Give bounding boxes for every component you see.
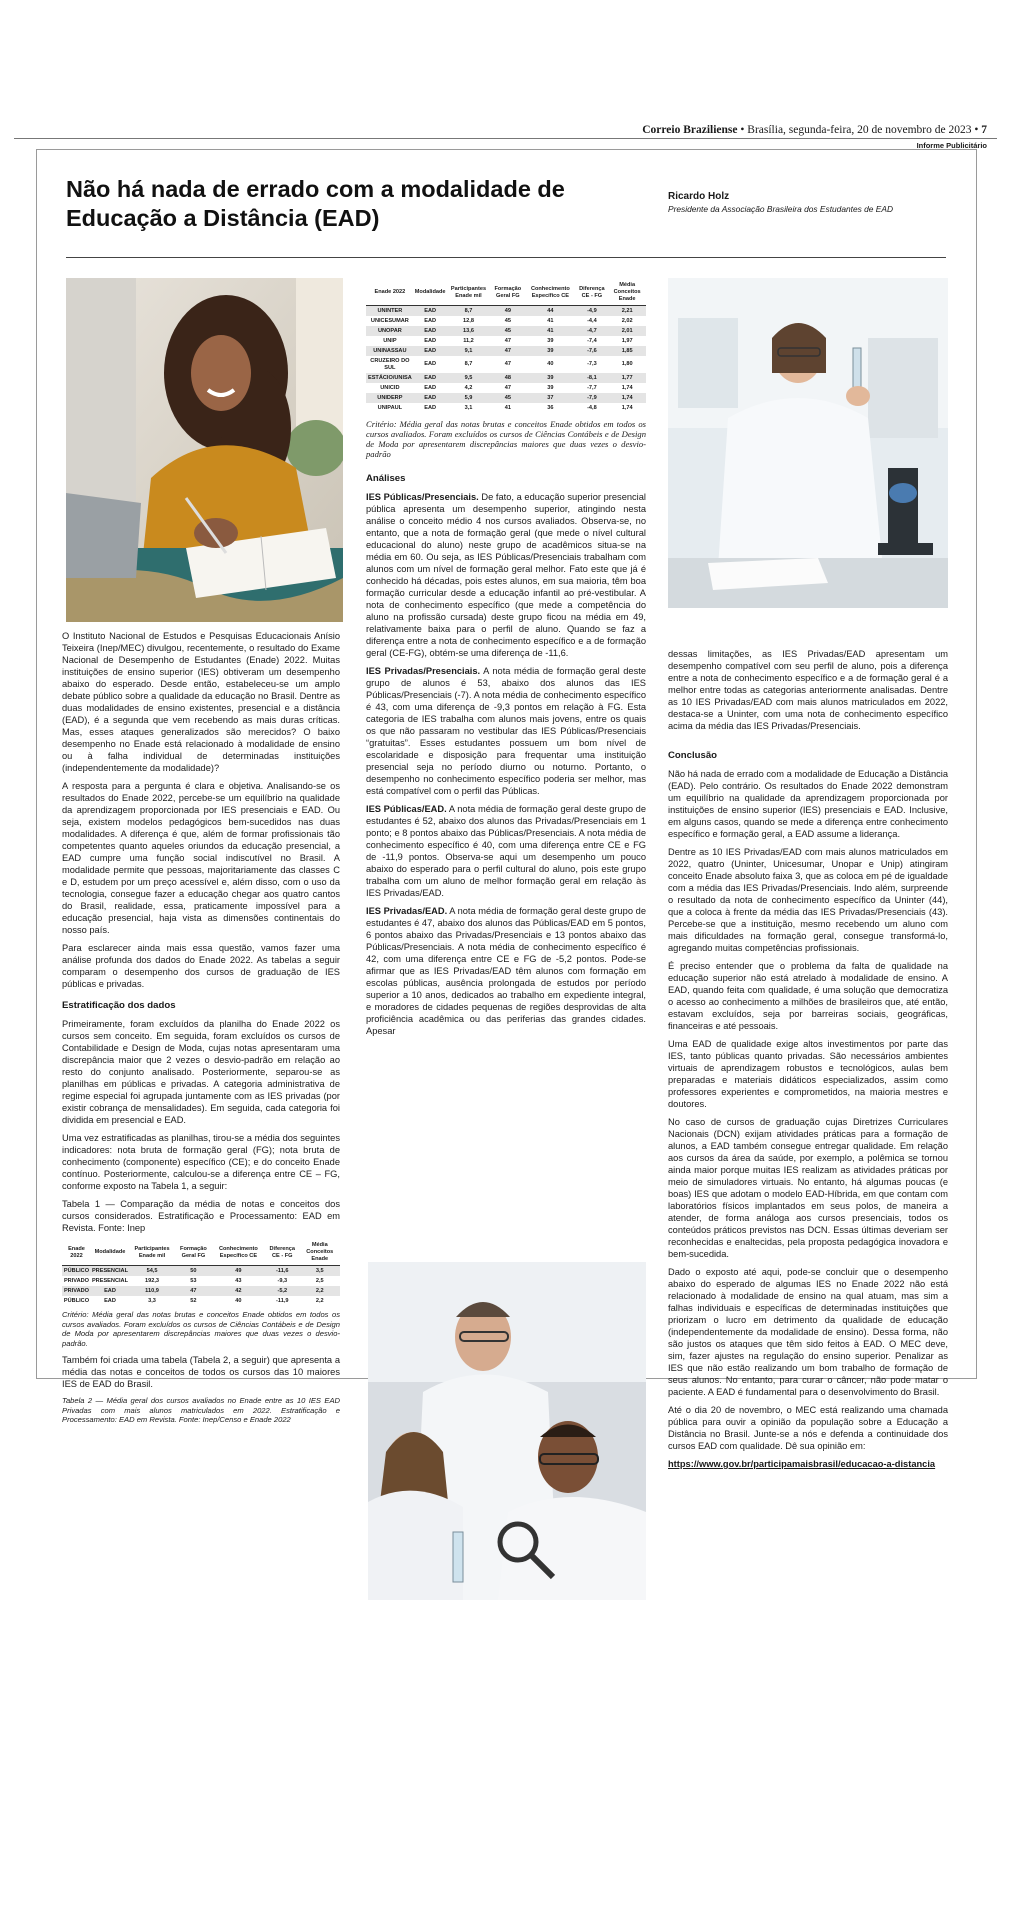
paragraph [366, 905, 646, 1037]
cell: 49 [212, 1266, 265, 1277]
lead-in: IES Privadas/EAD. [366, 906, 448, 916]
cell: 2,21 [608, 306, 646, 317]
cell: 2,01 [608, 326, 646, 336]
column-header: Participantes Enade mil [129, 1240, 175, 1266]
survey-link[interactable]: https://www.gov.br/participamaisbrasil/educacao-a-distancia [668, 1459, 936, 1469]
cell: 2,02 [621, 317, 633, 324]
column-3 [668, 648, 948, 1476]
column-header: Enade 2022 [366, 280, 414, 306]
cell: -7,6 [575, 346, 608, 356]
table-row [366, 393, 646, 403]
paragraph: Até o dia 20 de novembro, o MEC está realizando uma chamada pública para ouvir a opinião da população sobre a Educação a Distância no Brasil. Junte-se a nós e defenda a continuidade dos cursos EAD com qualidade. Dê sua opinião em: [668, 1405, 948, 1451]
table-row [366, 306, 646, 317]
table-row [366, 383, 646, 393]
cell: -5,2 [265, 1286, 300, 1296]
cell: 50 [175, 1266, 212, 1277]
table-row [366, 336, 646, 346]
cell: EAD [414, 346, 447, 356]
cell: 9,1 [447, 346, 491, 356]
paragraph: Uma EAD de qualidade exige altos investimentos por parte das IES, tanto públicas quanto privadas. São necessários ambientes virtuais de aprendizagem robustos e tecnológicos, aulas bem preparadas e materiais didáticos especializados, assim como professores experientes e comprometidos, na maioria mestres e doutores. [668, 1039, 948, 1109]
cell: 1,74 [608, 393, 646, 403]
paragraph: Para esclarecer ainda mais essa questão, vamos fazer uma análise profunda dos dados do Enade 2022. As tabelas a seguir comparam o desempenho dos cursos de graduação de IES públicas e privadas. [62, 943, 340, 989]
column-1 [62, 630, 340, 1431]
newspaper-name: Correio Braziliense [642, 124, 738, 136]
column-header: Modalidade [414, 280, 447, 306]
paragraph: dessas limitações, as IES Privadas/EAD apresentam um desempenho compatível com seu perfil de aluno, pois a diferença entre a nota de conhecimento específico e a de formação geral é a melhor entre todas as categorias anteriormente analisadas. Dentre as 10 IES Privadas/EAD com mais alunos matriculados em 2022, destaca-se a Uninter, com uma nota de conhecimento específico acima da média das IES Privadas/Presenciais. [668, 649, 948, 731]
cell: 12,8 [463, 317, 474, 324]
column-header: Conhecimento Específico CE [212, 1240, 265, 1266]
paragraph: O Instituto Nacional de Estudos e Pesquisas Educacionais Anísio Teixeira (Inep/MEC) divulgou, recentemente, o resultado do Exame Nacional de Desempenho de Estudantes (Enade) 2022. Muitas instituições de ensino superior (IES) obtiveram um desempenho abaixo do esperado. Desde então, estabeleceu-se um amplo debate público sobre a qualidade da educação no Brasil. Dentre as duas modalidades de ensino existentes, presencial e a distância (EAD), é a segunda que vem recebendo as mais duras críticas. Mas, esses ataques generalizados são merecidos? O baixo desempenho no Enade está relacionado à modalidade de ensino ou à falha individual de determinadas instituições (independentemente da modalidade)? [62, 631, 340, 773]
paragraph: Primeiramente, foram excluídos da planilha do Enade 2022 os cursos sem conceito. Em seguida, foram excluídos os cursos de Contabilidade e Design de Moda, cujas notas apresentaram uma discrepância maior que 2 vezes o desvio-padrão em relação ao resto do conjunto analisado. Posteriormente, separou-se as planilhas em públicas e privadas. A categoria administrativa de regime especial foi agrupada juntamente com as IES privadas (por existir cobrança de mensalidades). Em seguida, cada categoria foi dividida em presencial e EAD. [62, 1019, 340, 1125]
paragraph: Não há nada de errado com a modalidade de Educação a Distância (EAD). Pelo contrário. Os resultados do Enade 2022 demonstram um equilíbrio na qualidade da aprendizagem proporcionada por instituições de ensino superior (IES) presenciais e EAD. Inclusive, em alguns casos, quando se mede a diferença entre conhecimento específico e formação geral, a EAD assume a liderança. [668, 769, 948, 839]
cell: 37 [525, 393, 575, 403]
cell: 39 [525, 373, 575, 383]
cell: 47 [504, 337, 511, 344]
cell: 39 [547, 384, 554, 391]
cell: 40 [235, 1297, 242, 1304]
cell: EAD [424, 361, 437, 367]
cell: 47 [504, 384, 511, 391]
paragraph: Uma vez estratificadas as planilhas, tirou-se a média dos seguintes indicadores: nota bruta de formação geral (FG); nota bruta de conhecimento (componente) específico (CE); e do conceito Enade contínuo. Posteriormente, calculou-se a diferença entre CE – FG, conforme exposto na Tabela 1, a seguir: [62, 1133, 340, 1191]
cell: 36 [547, 404, 554, 411]
author-block [668, 191, 893, 214]
cell: 53 [190, 1277, 197, 1284]
cell: 49 [490, 306, 525, 317]
table-row [366, 403, 646, 413]
cell: UNICESUMAR [370, 317, 409, 324]
page-number: 7 [981, 124, 987, 136]
cell: 3,5 [300, 1266, 340, 1277]
section-heading: Estratificação dos dados [62, 1000, 176, 1011]
cell: EAD [424, 317, 437, 324]
cell: 39 [525, 346, 575, 356]
cell: ESTÁCIO/UNISA [366, 373, 414, 383]
cell: 41 [504, 404, 511, 411]
cell: 2,2 [315, 1297, 324, 1304]
column-2 [366, 280, 646, 1043]
cell: 40 [547, 361, 554, 367]
cell: -8,1 [575, 373, 608, 383]
column-header: Participantes Enade mil [447, 280, 491, 306]
cell: EAD [414, 393, 447, 403]
photo-scientists-lab [368, 1262, 646, 1600]
cell: EAD [104, 1297, 116, 1304]
column-header: Formação Geral FG [490, 280, 525, 306]
table-2 [366, 280, 646, 413]
cell: 1,85 [608, 346, 646, 356]
cell: UNINTER [366, 306, 414, 317]
cell: 2,2 [300, 1286, 340, 1296]
paragraph: É preciso entender que o problema da falta de qualidade na educação superior não está atrelado à modalidade de ensino. A EAD, quando feita com qualidade, é uma solução que democratiza o acesso ao conhecimento a milhões de brasileiros que, até então, estavam excluídos, seja por barreiras sociais, geográficas, financeiras e até pessoais. [668, 961, 948, 1031]
cell: 2,5 [315, 1277, 324, 1284]
table-1-note: Critério: Média geral das notas brutas e conceitos Enade obtidos em todos os cursos avaliados. Foram excluídos os cursos de Ciências Contábeis e de Design de Moda por apresentarem discrepâncias maiores que duas vezes o desvio-padrão. [62, 1310, 340, 1348]
cell: UNINASSAU [366, 346, 414, 356]
headline: Não há nada de errado com a modalidade de Educação a Distância (EAD) [66, 176, 565, 231]
cell: 9,5 [447, 373, 491, 383]
lead-in: IES Públicas/Presenciais. [366, 492, 479, 502]
section-label: Informe Publicitário [916, 141, 987, 150]
paragraph: Dado o exposto até aqui, pode-se concluir que o desempenho abaixo do esperado de algumas IES no Enade 2022 não está relacionado à modalidade de ensino na qual atuam, mas sim a falhas individuais e específicas de determinadas instituições que priorizam o lucro em detrimento da qualidade de educação (independentemente da modalidade de ensino). Dessa forma, não são justos os ataques que têm sido feitos à EAD. O MEC deve, sim, fazer ajustes na regulação do ensino superior. Penalizar as IES que não estão realizando um bom trabalho de formação de seus alunos. No entanto, para curar o câncer, não pode matar o paciente. A EAD é fundamental para o desenvolvimento do Brasil. [668, 1267, 948, 1397]
cell: 47 [175, 1286, 212, 1296]
header-rule [14, 138, 997, 139]
cell: 11,2 [463, 337, 474, 344]
cell: -4,9 [575, 306, 608, 317]
column-header: Conhecimento Específico CE [525, 280, 575, 306]
cell: PRIVADO [62, 1286, 91, 1296]
cell: 44 [525, 306, 575, 317]
column-header: Média Conceitos Enade [608, 280, 646, 306]
cell: 192,3 [145, 1277, 160, 1284]
paragraph-body: A nota média de formação geral deste grupo de estudantes é 52, abaixo dos alunos das Privadas/Presenciais em 1 ponto; e 8 pontos abaixo das Públicas/Presenciais. A nota média de conhecimento específico é 40, com uma diferença entre CE e FG de -11,9 pontos. Observa-se aqui um desempenho um pouco abaixo do esperado para o perfil cultural do aluno, pois este grupo trabalha com um aluno de melhor formação geral em relação às IES Privadas/EAD. [366, 804, 646, 898]
cell: 5,9 [447, 393, 491, 403]
author-role: Presidente da Associação Brasileira dos Estudantes de EAD [668, 204, 894, 214]
paragraph-body: A nota média de formação geral deste grupo de alunos é 53, abaixo dos alunos das IES Públicas/Presenciais (-7). A nota média de conhecimento específico é 43, com uma diferença de -9,3 pontos em relação à FG. Esta categoria de IES trabalha com alunos mais jovens, entre os quais os que não passaram no vestibular das IES Públicas/Presenciais “gratuitas”. Esses estudantes possuem um bom nível de escolaridade e disposição para frequentar uma instituição presencial seja no período diurno ou noturno. Portanto, o desempenho no conhecimento específico poderia ser melhor, mas está compatível com o perfil das Públicas. [366, 666, 646, 796]
table-row [366, 326, 646, 336]
table-row [366, 356, 646, 373]
cell: -9,3 [277, 1277, 288, 1284]
cell: 47 [504, 361, 511, 367]
cell: 8,7 [464, 361, 473, 367]
cell: 3,1 [464, 404, 473, 411]
table-1-caption: Tabela 1 — Comparação da média de notas e conceitos dos cursos considerados. Estratificação e Processamento: EAD em Revista. Fonte: Inep [62, 1199, 340, 1233]
table-2-caption: Tabela 2 — Média geral dos cursos avaliados no Enade entre as 10 IES EAD Privadas com mais alunos matriculados em 2022. Estratificação e Processamento: EAD em Revista. Fonte: Inep/Censo e Enade 2022 [62, 1396, 340, 1424]
lead-in: IES Privadas/Presenciais. [366, 666, 481, 676]
photo-student-laptop [66, 278, 343, 622]
masthead [642, 124, 987, 136]
photo-lab-researcher [668, 278, 948, 608]
cell: 52 [190, 1297, 197, 1304]
column-header: Média Conceitos Enade [300, 1240, 340, 1266]
paragraph [366, 665, 646, 797]
table-row [366, 316, 646, 326]
cell: 41 [525, 326, 575, 336]
cell: -4,7 [575, 326, 608, 336]
table-header-row [366, 280, 646, 306]
cell: 110,9 [129, 1286, 175, 1296]
table-row [366, 373, 646, 383]
cell: PRESENCIAL [91, 1266, 129, 1277]
headline-rule [66, 257, 946, 258]
cell: 48 [490, 373, 525, 383]
paragraph: No caso de cursos de graduação cujas Diretrizes Curriculares Nacionais (DCN) exijam atividades práticas para a formação de alunos, a EAD também consegue entregar qualidade. Em relação aos cursos da área da saúde, por exemplo, a polêmica se tornou ainda maior porque muitas IES realizam as atividades práticas por meio de simuladores virtuais. No entanto, há algumas poucas (e boas) IES que adotam o modelo EAD-Híbrida, em que contam com laboratórios físicos implantados em seus polos, de maneira a atender, de forma análoga aos cursos presenciais, todos os conteúdos práticos previstos nas DCN. Essas últimas deveriam ser reconhecidas e enaltecidas, pela proposta pedagógica inovadora e bem-sucedida. [668, 1117, 948, 1259]
table-row [366, 346, 646, 356]
table-row [62, 1286, 340, 1296]
cell: 8,7 [447, 306, 491, 317]
cell: EAD [414, 373, 447, 383]
table-header-row [62, 1240, 340, 1266]
cell: 45 [504, 317, 511, 324]
cell: EAD [91, 1286, 129, 1296]
cell: 45 [490, 326, 525, 336]
cell: PÚBLICO [63, 1297, 90, 1304]
cell: UNOPAR [366, 326, 414, 336]
cell: UNIDERP [366, 393, 414, 403]
paragraph: Também foi criada uma tabela (Tabela 2, a seguir) que apresenta a média das notas e conceitos de todos os cursos das 10 maiores IES de EAD do Brasil. [62, 1355, 340, 1389]
cell: 3,3 [148, 1297, 156, 1304]
column-header: Enade 2022 [62, 1240, 91, 1266]
cell: 1,77 [608, 373, 646, 383]
cell: EAD [424, 337, 437, 344]
cell: 43 [235, 1277, 242, 1284]
cell: 1,74 [621, 404, 633, 411]
table-row [62, 1266, 340, 1277]
table-row [62, 1296, 340, 1306]
cell: -7,7 [587, 384, 597, 391]
cell: 1,74 [621, 384, 633, 391]
cell: -7,4 [587, 337, 597, 344]
cell: 39 [547, 337, 554, 344]
cell: -4,4 [587, 317, 597, 324]
section-heading: Conclusão [668, 750, 718, 761]
column-header: Modalidade [91, 1240, 129, 1266]
paragraph [366, 491, 646, 659]
column-header: Diferença CE - FG [575, 280, 608, 306]
paragraph-body: De fato, a educação superior presencial pública apresenta um desempenho superior, atingindo nesta análise o conceito médio 4 nos cursos avaliados. Observa-se, no entanto, que a nota de formação geral (que mede o nível cultural educacional do aluno) neste grupo de acadêmicos situa-se na média em 60. Ou seja, as IES Públicas/Presenciais trabalham com alunos com um nível de formação geral melhor. Fato este que já é conhecido há décadas, pois estes alunos, em sua maioria, têm boa formação curricular desde a educação infantil ao pré-vestibular. A nota de conhecimento específico (que mede a competência do aluno na profissão cursada) deste grupo ficou na média em 49, relativamente baixa para o perfil de aluno. Quando se faz a diferença entre a nota de conhecimento específico e a de formação geral (CE-FG), obtém-se uma diferença de -11,6. [366, 492, 646, 658]
cell: -4,8 [587, 404, 597, 411]
cell: CRUZEIRO DO SUL [370, 357, 410, 371]
cell: PÚBLICO [62, 1266, 91, 1277]
cell: EAD [414, 306, 447, 317]
paragraph: Dentre as 10 IES Privadas/EAD com mais alunos matriculados em 2022, quatro (Uninter, Unicesumar, Unopar e Unip) atingiram conceito Enade absoluto faixa 3, que as coloca em pé de igualdade com a média das IES Privadas/Presenciais. Indo além, surpreende o resultado da nota de conhecimento específico da Uninter (44), que a coloca à frente da média das IES Privadas/Presenciais (43). Percebe-se que a instituição, mesmo recebendo um aluno com mais dificuldades na formação geral, consegue transformá-lo, agregando muitas competências profissionais. [668, 847, 948, 953]
cell: EAD [424, 404, 437, 411]
cell: EAD [414, 326, 447, 336]
table-row [62, 1276, 340, 1286]
column-header: Diferença CE - FG [265, 1240, 300, 1266]
cell: 54,5 [129, 1266, 175, 1277]
table-2-note: Critério: Média geral das notas brutas e conceitos Enade obtidos em todos os cursos avaliados. Foram excluídos os cursos de Ciências Contábeis e de Design de Moda por apresentarem discrepâncias maiores que duas vezes o desvio-padrão [366, 419, 646, 459]
cell: UNIP [383, 337, 397, 344]
cell: -11,9 [276, 1297, 289, 1304]
cell: 13,6 [447, 326, 491, 336]
cell: 41 [547, 317, 554, 324]
dateline: • Brasília, segunda-feira, 20 de novembro de 2023 • [740, 124, 979, 136]
column-header: Formação Geral FG [175, 1240, 212, 1266]
cell: 47 [490, 346, 525, 356]
lead-in: IES Públicas/EAD. [366, 804, 447, 814]
paragraph-body: A nota média de formação geral deste grupo de estudantes é 47, abaixo dos alunos das Públicas/EAD em 5 pontos, 6 pontos abaixo das Privadas/Presenciais e 13 pontos abaixo das Públicas/Presenciais. A nota média de conhecimento específico é 42, com uma diferença entre CE e FG de -5,2 pontos. Pode-se afirmar que as IES Privadas/EAD têm alunos com formação em escolas públicas, ausência prolongada de estudos por período superior a 10 anos, dedicados ao trabalho em expediente integral, e moradores de cidades pequenas de regiões desprovidas de alta proficiência acadêmica ou das periferias das grandes cidades. Apesar [366, 906, 646, 1036]
cell: 42 [212, 1286, 265, 1296]
paragraph: A resposta para a pergunta é clara e objetiva. Analisando-se os resultados do Enade 2022, percebe-se um equilíbrio na qualidade da aprendizagem proporcionada por IES presenciais e EAD. Ou seja, existem modelos pedagógicos bem-sucedidos nas duas modalidades. A diferença é que, além de formar profissionais tão competentes quanto aqueles oriundos da educação presencial, a EAD cumpre uma função social indiscutível no Brasil. A modalidade permite que pessoas, majoritariamente das classes C e D, estudem por um preço acessível e, além disso, com o uso da tecnologia, consegue fazer a educação chegar aos quatro cantos do Brasil, realidade, essa, praticamente impossível para a educação presencial, haja vista as dimensões continentais do nosso país. [62, 781, 340, 935]
cell: -7,3 [587, 361, 597, 367]
cell: -7,9 [575, 393, 608, 403]
cell: -11,6 [265, 1266, 300, 1277]
cell: UNICID [380, 384, 400, 391]
cell: 1,97 [621, 337, 633, 344]
section-heading: Análises [366, 473, 406, 484]
paragraph [366, 803, 646, 899]
cell: 1,80 [621, 361, 633, 367]
table-1 [62, 1240, 340, 1306]
cell: 45 [490, 393, 525, 403]
cell: PRESENCIAL [91, 1277, 129, 1284]
author-name: Ricardo Holz [668, 191, 730, 202]
cell: PRIVADO [63, 1277, 90, 1284]
cell: 4,2 [464, 384, 473, 391]
cell: EAD [424, 384, 437, 391]
cell: UNIPAUL [377, 404, 403, 411]
